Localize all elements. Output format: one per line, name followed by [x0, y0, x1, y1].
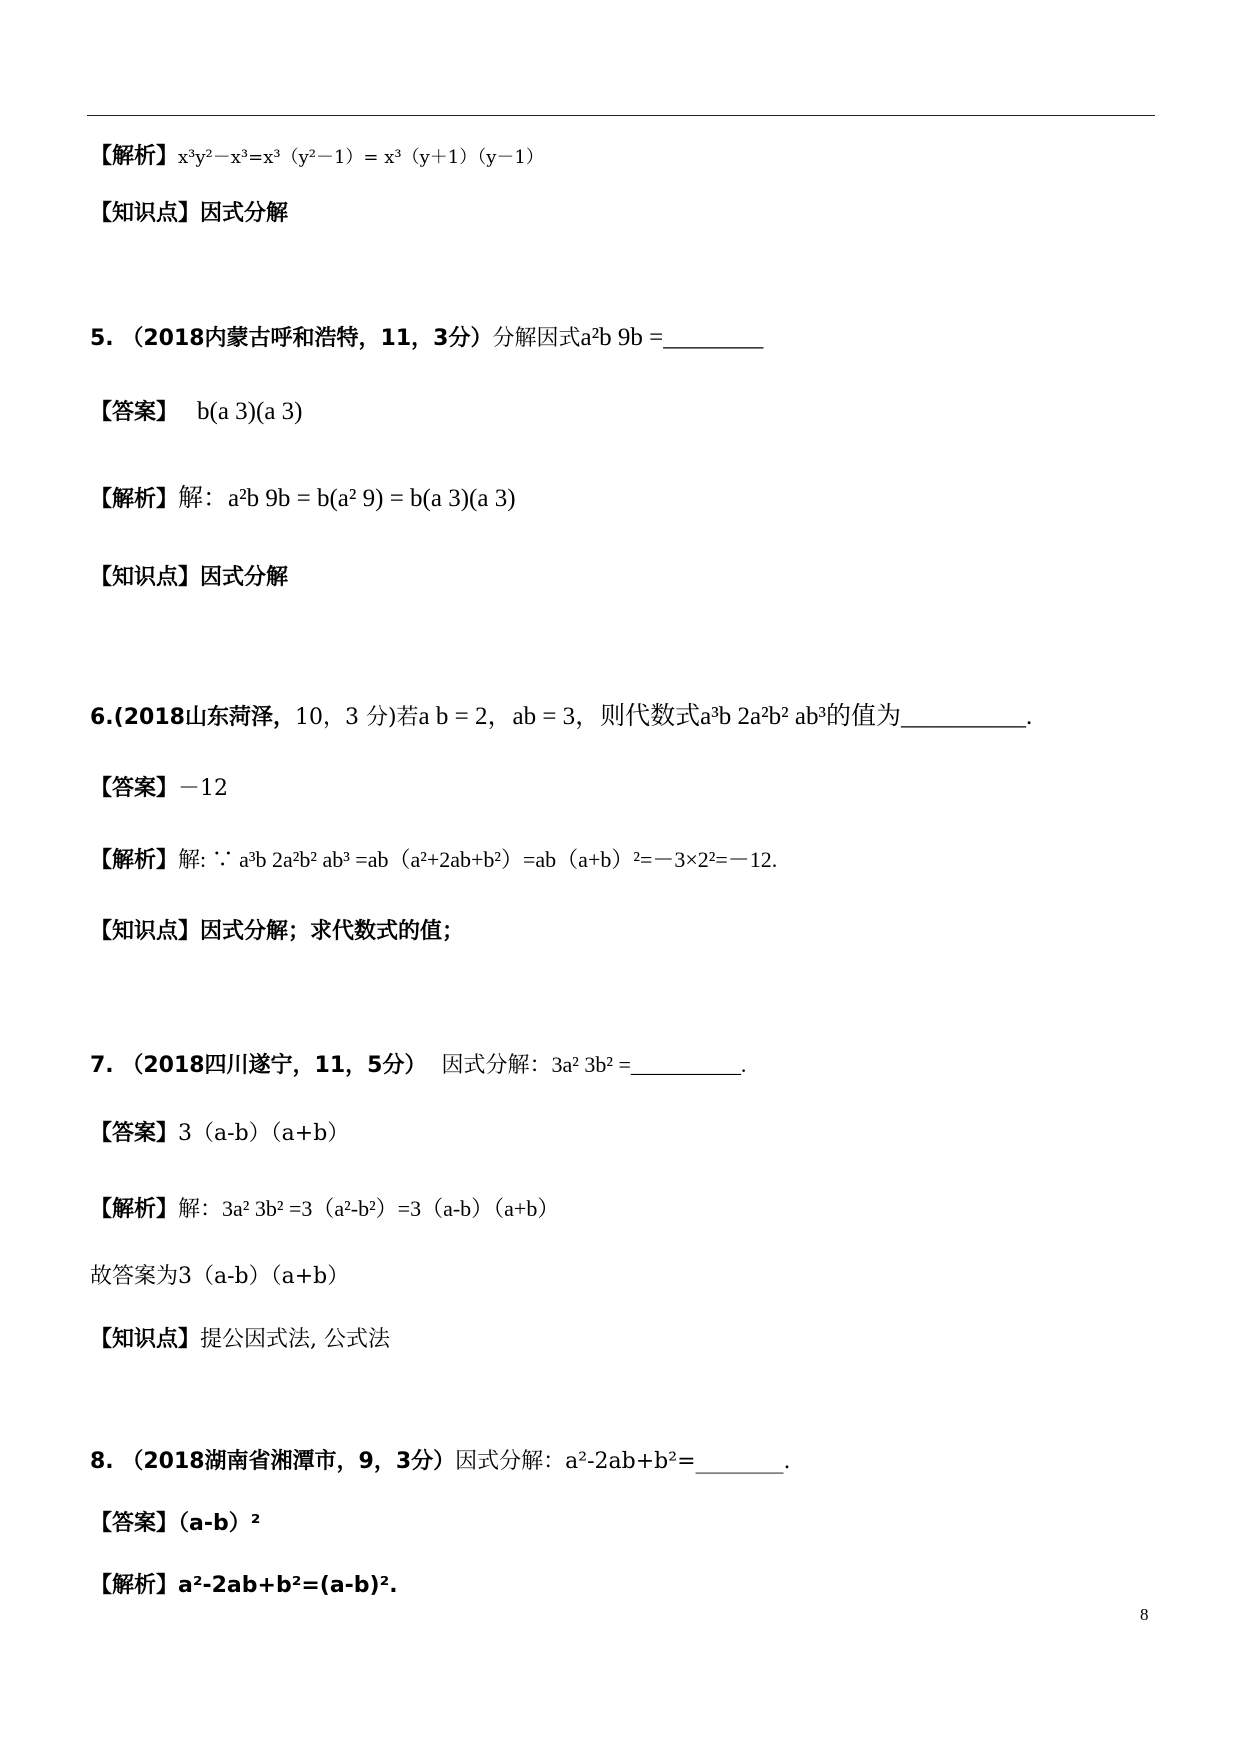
answer-label: 【答案】 [90, 400, 179, 425]
q8-prompt: 因式分解：a²-2ab+b²=________. [455, 1449, 791, 1474]
q6-knowledge [90, 917, 464, 947]
q7-answer [90, 1119, 349, 1149]
knowledge-text: 因式分解；求代数式的值； [200, 919, 465, 944]
analysis-label: 【解析】 [90, 1197, 179, 1222]
knowledge-label: 【知识点】 [90, 201, 201, 226]
q7-stem [90, 1050, 746, 1081]
q7-conclusion [90, 1262, 349, 1292]
q8-answer-value: （a-b）² [178, 1511, 261, 1536]
q5-prompt: 分解因式 [492, 326, 581, 351]
q5-knowledge [90, 563, 288, 593]
q8-answer [90, 1509, 260, 1539]
q8-analysis-text: a²-2ab+b²=(a-b)². [178, 1573, 398, 1598]
knowledge-text: 因式分解 [200, 565, 289, 590]
analysis-label: 【解析】 [90, 848, 179, 873]
q5-analysis [90, 484, 516, 515]
analysis-label: 【解析】 [90, 487, 179, 512]
q7-answer-value: 3（a-b）（a+b） [178, 1121, 350, 1146]
q5-stem [90, 323, 763, 354]
q7-analysis-text: 解：3a² 3b² =3（a²-b²）=3（a-b）（a+b） [178, 1196, 560, 1221]
q5-analysis-text: 解：a²b 9b = b(a² 9) = b(a 3)(a 3) [178, 485, 516, 512]
q6-source: 6.(2018山东菏泽， [90, 705, 295, 730]
knowledge-label: 【知识点】 [90, 1327, 201, 1352]
q6-condition: a b = 2，ab = 3，则代数式a³b 2a²b² ab³的值为__________. [418, 703, 1033, 730]
q6-answer-value: －12 [178, 776, 229, 801]
analysis-text: x³y²－x³=x³（y²－1）= x³（y＋1）（y－1） [178, 147, 544, 168]
q5-answer [90, 397, 303, 428]
knowledge-text: 因式分解 [200, 201, 289, 226]
q8-analysis [90, 1571, 398, 1601]
q6-answer [90, 774, 228, 804]
q7-prompt: 因式分解：3a² 3b² =__________. [441, 1052, 747, 1077]
q7-conclusion-text: 故答案为3（a-b）（a+b） [90, 1264, 350, 1289]
q6-analysis-text: 解: ∵ a³b 2a²b² ab³ =ab（a²+2ab+b²）=ab（a+b）²=－3×2²=－12. [178, 847, 778, 872]
q6-source-tail: 10，3 分)若 [294, 705, 419, 730]
q7-analysis [90, 1194, 559, 1225]
header-rule [87, 115, 1155, 116]
answer-label: 【答案】 [90, 1511, 179, 1536]
knowledge-label: 【知识点】 [90, 565, 201, 590]
q7-knowledge [90, 1325, 390, 1355]
knowledge-label: 【知识点】 [90, 919, 201, 944]
block4-knowledge [90, 199, 288, 229]
answer-label: 【答案】 [90, 1121, 179, 1146]
block4-analysis [90, 142, 544, 173]
q6-stem [90, 702, 1032, 733]
q5-answer-expr: b(a 3)(a 3) [197, 398, 303, 425]
analysis-label: 【解析】 [90, 144, 179, 169]
knowledge-text: 提公因式法, 公式法 [200, 1327, 391, 1352]
q8-source: 8. （2018湖南省湘潭市，9，3分） [90, 1449, 456, 1474]
q8-stem [90, 1447, 791, 1477]
analysis-label: 【解析】 [90, 1573, 179, 1598]
answer-label: 【答案】 [90, 776, 179, 801]
q5-source: 5. （2018内蒙古呼和浩特，11，3分） [90, 326, 493, 351]
q6-analysis [90, 845, 777, 876]
q5-expression: a²b 9b =________ [580, 324, 764, 351]
page-number: 8 [1140, 1605, 1149, 1624]
q7-source: 7. （2018四川遂宁，11，5分） [90, 1053, 427, 1078]
